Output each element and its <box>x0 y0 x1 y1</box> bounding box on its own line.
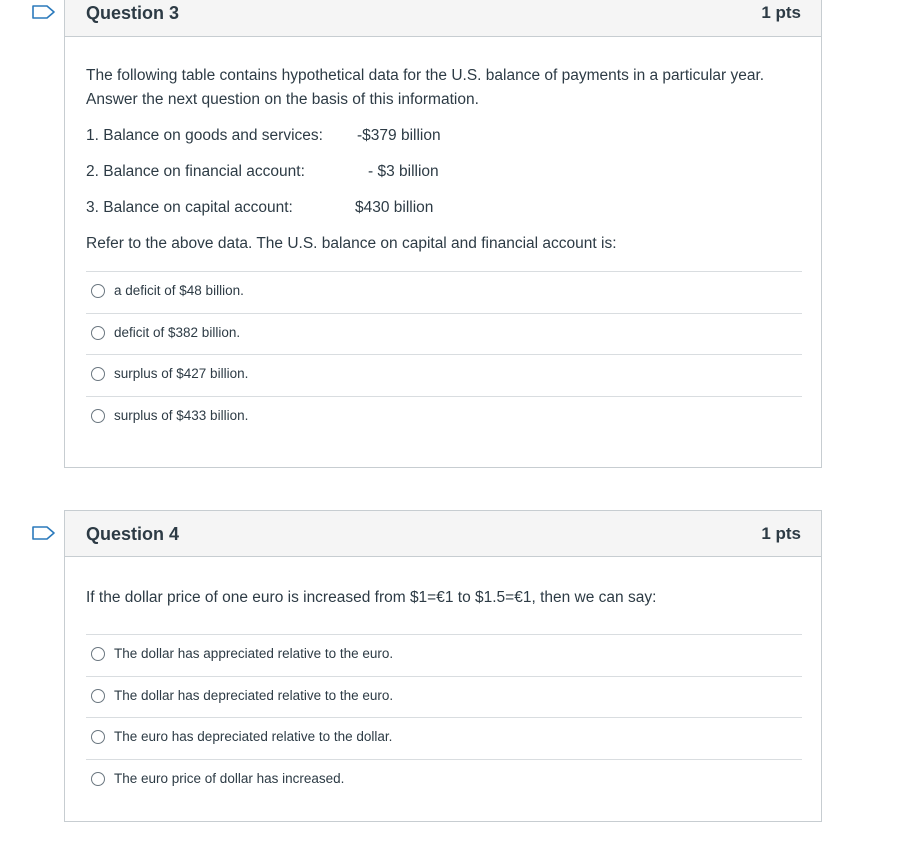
answer-option[interactable] <box>86 759 802 801</box>
answer-label: deficit of $382 billion. <box>114 324 241 340</box>
data-row-label: 3. Balance on capital account: <box>86 199 293 216</box>
radio-button-icon[interactable] <box>91 326 105 340</box>
radio-button-icon[interactable] <box>91 647 105 661</box>
answer-option[interactable] <box>86 396 802 438</box>
radio-button-icon[interactable] <box>91 730 105 744</box>
answer-label: The euro price of dollar has increased. <box>114 770 345 786</box>
data-row-value: - $3 billion <box>368 163 439 180</box>
question-title: Question 3 <box>86 3 180 23</box>
answer-option[interactable] <box>86 634 802 676</box>
answer-label: The dollar has appreciated relative to the euro. <box>114 646 394 661</box>
answer-option[interactable] <box>86 676 802 718</box>
radio-button-icon[interactable] <box>91 284 105 298</box>
answer-label: a deficit of $48 billion. <box>114 283 244 298</box>
answer-option[interactable] <box>86 313 802 355</box>
flag-question-icon[interactable] <box>32 526 56 540</box>
data-row-value: -$379 billion <box>357 127 441 144</box>
data-row-value: $430 billion <box>355 199 434 216</box>
answer-label: surplus of $427 billion. <box>114 366 249 381</box>
question-stem-line: Answer the next question on the basis of this information. <box>86 91 479 108</box>
answer-label: The euro has depreciated relative to the dollar. <box>114 729 393 744</box>
radio-button-icon[interactable] <box>91 409 105 423</box>
question-points: 1 pts <box>761 524 801 543</box>
data-row-label: 1. Balance on goods and services: <box>86 127 323 144</box>
question-stem-line: The following table contains hypothetical data for the U.S. balance of payments in a particular year. <box>86 67 765 84</box>
answer-list <box>86 634 802 800</box>
answer-list <box>86 271 802 437</box>
question-header <box>65 511 821 557</box>
question-header <box>65 0 821 37</box>
radio-button-icon[interactable] <box>91 689 105 703</box>
radio-button-icon[interactable] <box>91 772 105 786</box>
answer-label: The dollar has depreciated relative to the euro. <box>114 687 394 703</box>
question-prompt: If the dollar price of one euro is increased from $1=€1 to $1.5=€1, then we can say: <box>86 589 657 606</box>
flag-question-icon[interactable] <box>32 5 56 19</box>
answer-label: surplus of $433 billion. <box>114 407 249 423</box>
answer-option[interactable] <box>86 271 802 313</box>
question-3 <box>64 0 822 468</box>
question-4 <box>64 510 822 822</box>
question-title: Question 4 <box>86 524 180 544</box>
data-row-label: 2. Balance on financial account: <box>86 163 305 180</box>
answer-option[interactable] <box>86 354 802 396</box>
question-prompt: Refer to the above data. The U.S. balance on capital and financial account is: <box>86 235 617 252</box>
question-points: 1 pts <box>761 3 801 22</box>
radio-button-icon[interactable] <box>91 367 105 381</box>
answer-option[interactable] <box>86 717 802 759</box>
